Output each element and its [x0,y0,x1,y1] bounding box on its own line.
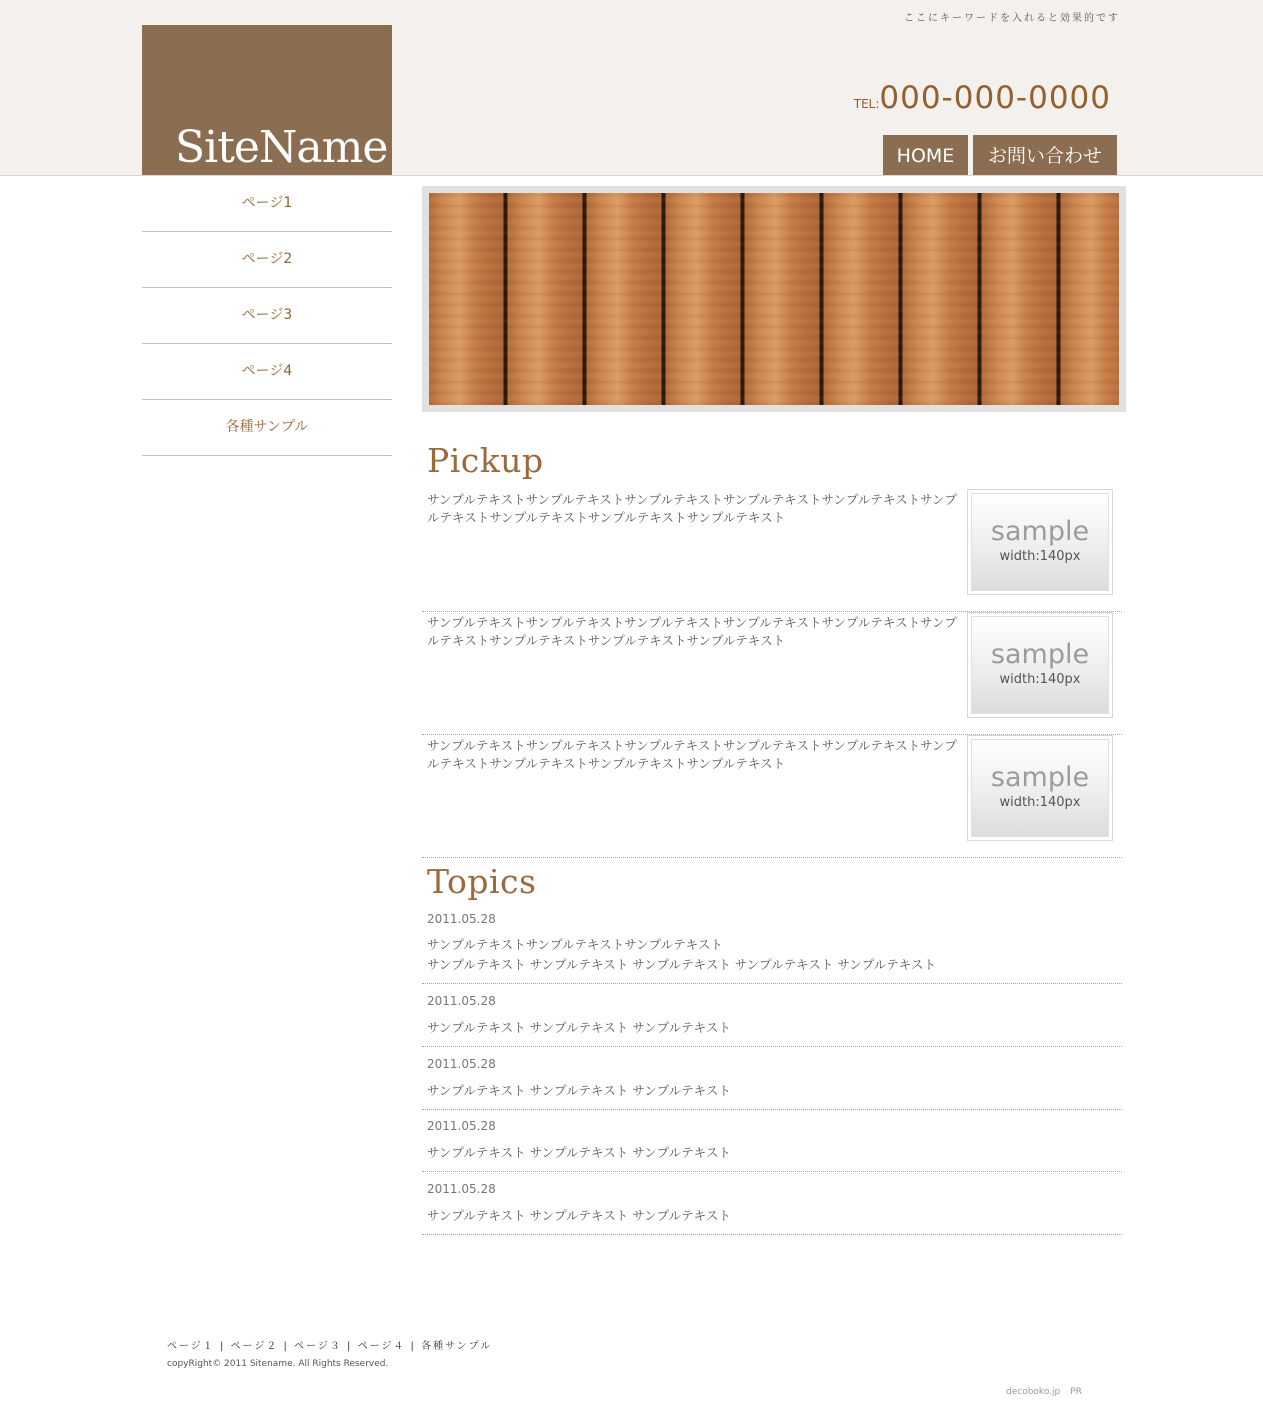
pickup-item [422,735,1122,858]
copyright: copyRight© 2011 Sitename. All Rights Reserved. [167,1359,389,1369]
sample-width-label: width:140px [999,795,1081,810]
topic-item [422,1172,1122,1235]
sidebar-item-samples[interactable]: 各種サンプル [142,400,392,456]
topic-date: 2011.05.28 [427,994,496,1008]
topic-text: サンプルテキスト サンプルテキスト サンプルテキスト [427,1083,731,1098]
sample-label: sample [990,762,1090,793]
pickup-item [422,612,1122,735]
sample-label: sample [990,516,1090,547]
sample-width-label: width:140px [999,549,1081,564]
topic-item [422,984,1122,1047]
pickup-thumbnail[interactable] [967,735,1113,841]
topic-text: サンプルテキスト サンプルテキスト サンプルテキスト [427,1208,731,1223]
footer-credit [1006,1387,1082,1397]
topic-item [422,1047,1122,1110]
pickup-text: サンプルテキストサンプルテキストサンプルテキストサンプルテキストサンプルテキストサンプルテキストサンプルテキストサンプルテキストサンプルテキスト [427,492,958,525]
sidebar-nav [142,176,392,456]
pickup-text: サンプルテキストサンプルテキストサンプルテキストサンプルテキストサンプルテキストサンプルテキストサンプルテキストサンプルテキストサンプルテキスト [427,738,958,771]
footer-nav[interactable]: ページ１ | ページ２ | ページ３ | ページ４ | 各種サンプル [167,1341,493,1352]
pickup-heading: Pickup [427,441,544,480]
hero-banner [422,186,1126,412]
wood-plank-image [429,193,1119,405]
global-nav [883,135,1117,175]
tel-number: 000-000-0000 [879,80,1111,116]
site-name[interactable]: SiteName [175,122,388,173]
nav-home-button[interactable]: HOME [883,135,968,175]
sample-width-label: width:140px [999,672,1081,687]
tel-info [854,80,1111,116]
credit-link[interactable]: decoboko.jp [1006,1387,1061,1397]
topic-date: 2011.05.28 [427,1182,496,1196]
tel-label: TEL: [853,97,880,111]
topic-item [422,906,1122,984]
sidebar-item-page4[interactable]: ページ4 [142,344,392,400]
nav-contact-button[interactable]: お問い合わせ [973,135,1117,175]
pickup-text: サンプルテキストサンプルテキストサンプルテキストサンプルテキストサンプルテキストサンプルテキストサンプルテキストサンプルテキストサンプルテキスト [427,615,958,648]
topic-text: サンプルテキストサンプルテキストサンプルテキスト [427,937,723,952]
header-keyword: ここにキーワードを入れると効果的です [904,13,1120,24]
topic-text: サンプルテキスト サンプルテキスト サンプルテキスト サンプルテキスト サンプルテキスト [427,957,937,972]
topic-date: 2011.05.28 [427,912,496,926]
sample-label: sample [990,639,1090,670]
topics-heading: Topics [427,862,537,901]
topic-date: 2011.05.28 [427,1119,496,1133]
topic-text: サンプルテキスト サンプルテキスト サンプルテキスト [427,1145,731,1160]
topic-text: サンプルテキスト サンプルテキスト サンプルテキスト [427,1020,731,1035]
pickup-thumbnail[interactable] [967,489,1113,595]
site-logo[interactable] [142,25,392,175]
sidebar-item-page3[interactable]: ページ3 [142,288,392,344]
sidebar-item-page1[interactable]: ページ1 [142,176,392,232]
pickup-item [422,489,1122,612]
sidebar-item-page2[interactable]: ページ2 [142,232,392,288]
topic-item [422,1110,1122,1172]
pickup-thumbnail[interactable] [967,612,1113,718]
topic-date: 2011.05.28 [427,1057,496,1071]
pr-label: PR [1070,1387,1082,1397]
